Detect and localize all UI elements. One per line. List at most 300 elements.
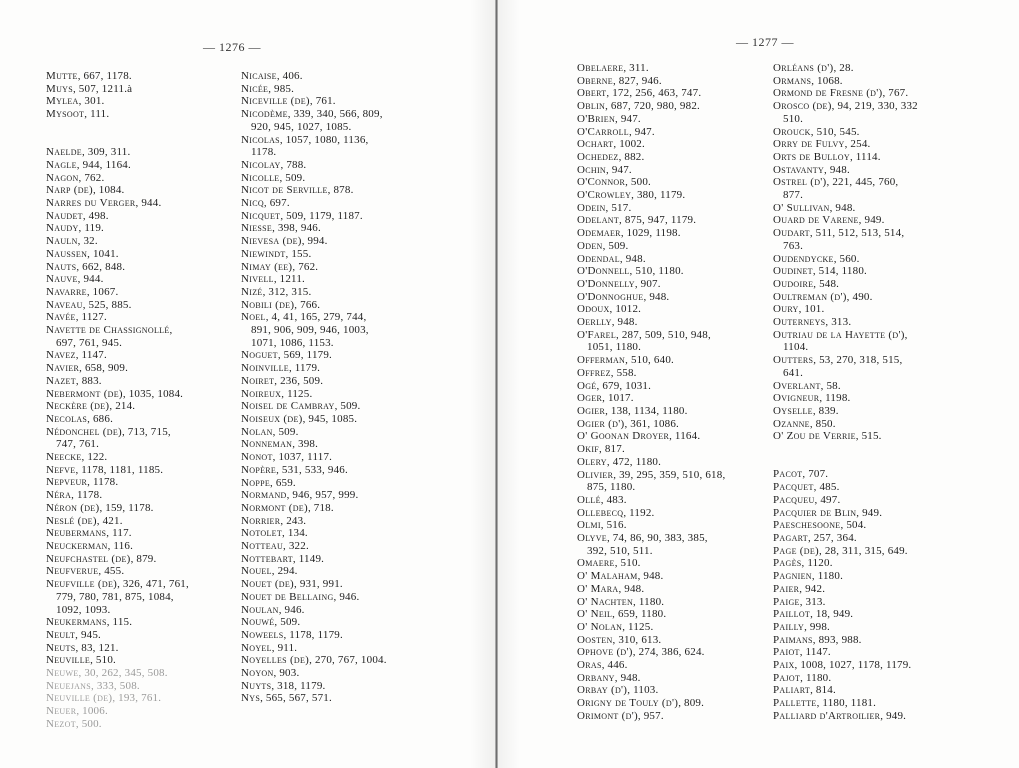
index-entry	[773, 532, 953, 545]
entry-page-refs: 318, 1179.	[277, 679, 326, 692]
entry-page-refs: 28.	[839, 62, 854, 74]
entry-page-refs: 236, 509.	[280, 374, 324, 387]
index-entry	[773, 202, 953, 215]
entry-name: Nauln,	[46, 235, 81, 248]
entry-page-refs: 322.	[288, 540, 309, 553]
index-entry	[241, 108, 423, 121]
index-entry	[773, 329, 953, 342]
entry-page-refs: 948.	[620, 671, 641, 684]
entry-name: Mysoot,	[46, 108, 88, 121]
index-entry	[577, 202, 757, 215]
index-entry	[577, 87, 757, 100]
entry-page-refs: 1057, 1080, 1136,	[285, 133, 369, 146]
entry-name: Ophove (d'),	[577, 646, 636, 659]
entry-page-refs: 779, 780, 781, 875, 1084,	[56, 590, 174, 603]
index-entry	[773, 430, 953, 443]
entry-name: Neslé (de),	[46, 514, 100, 527]
index-entry	[773, 570, 953, 583]
entry-page-refs: 18, 949.	[815, 608, 854, 621]
entry-page-refs: 509.	[340, 400, 361, 413]
index-column	[241, 70, 423, 705]
entry-page-refs: 193, 761.	[118, 692, 162, 705]
entry-name: Ogier (d'),	[577, 417, 628, 430]
entry-page-refs: 998.	[809, 620, 830, 633]
index-entry	[577, 443, 757, 456]
entry-page-refs: 949.	[886, 709, 907, 722]
entry-page-refs: 30, 262, 345, 508.	[84, 667, 168, 680]
entry-page-refs: 172, 256, 463, 747.	[612, 87, 702, 100]
entry-page-refs: 510, 640.	[630, 354, 674, 367]
entry-page-refs: 514, 1180.	[818, 265, 867, 278]
entry-page-refs: 1051, 1180.	[587, 341, 642, 354]
index-entry	[46, 375, 228, 388]
entry-page-refs: 83, 121.	[81, 641, 119, 654]
entry-name: Noyelles (de),	[241, 654, 313, 667]
index-entry	[773, 684, 953, 697]
entry-page-refs: 1127.	[81, 311, 107, 324]
index-entry-continuation	[46, 591, 228, 604]
entry-name: Noguet,	[241, 349, 281, 362]
entry-name: Noinville,	[241, 362, 293, 375]
entry-name: Noyel,	[241, 641, 275, 654]
index-entry	[773, 380, 953, 393]
entry-page-refs: 569, 1179.	[283, 349, 332, 362]
entry-name: Olmi,	[577, 519, 604, 532]
index-entry	[46, 515, 228, 528]
entry-page-refs: 875, 1180.	[587, 481, 636, 494]
entry-name: Nauts,	[46, 260, 80, 273]
entry-name: Naussen,	[46, 247, 91, 260]
index-entry	[46, 159, 228, 172]
entry-page-refs: 525, 885.	[88, 298, 132, 311]
entry-page-refs: 138, 1134, 1180.	[610, 404, 688, 417]
entry-name: Normand,	[241, 489, 290, 502]
index-entry	[241, 273, 423, 286]
entry-name: Naelde,	[46, 146, 86, 159]
entry-page-refs: 814.	[815, 684, 836, 697]
entry-page-refs: 301.	[84, 95, 105, 108]
entry-name: Nicodème,	[241, 108, 291, 121]
index-entry	[46, 95, 228, 108]
entry-page-refs: 1029, 1198.	[626, 227, 681, 240]
entry-name: Nauve,	[46, 273, 81, 286]
entry-page-refs: 875, 947, 1179.	[624, 214, 697, 227]
entry-name: Noireux,	[241, 387, 285, 400]
index-entry	[46, 464, 228, 477]
index-entry	[577, 151, 757, 164]
entry-name: Notolet,	[241, 527, 286, 540]
index-entry	[773, 253, 953, 266]
entry-page-refs: 944.	[141, 197, 162, 209]
entry-name: Pallette,	[773, 697, 820, 710]
index-entry	[241, 426, 423, 439]
entry-name: Neecke,	[46, 451, 85, 464]
index-entry	[577, 532, 757, 545]
entry-name: Oudendycke,	[773, 252, 837, 265]
index-entry	[773, 392, 953, 405]
entry-name: Odelant,	[577, 214, 623, 227]
index-entry	[241, 680, 423, 693]
entry-page-refs: 767.	[888, 87, 909, 100]
index-column	[577, 62, 757, 723]
entry-name: Pagart,	[773, 531, 812, 544]
entry-page-refs: 254.	[850, 138, 871, 151]
entry-name: Paimans,	[773, 633, 816, 646]
index-entry	[46, 476, 228, 489]
index-entry	[773, 303, 953, 316]
index-entry	[46, 83, 228, 96]
index-entry	[46, 527, 228, 540]
entry-name: Oras,	[577, 659, 605, 672]
entry-page-refs: 507, 1211.à	[78, 82, 133, 95]
entry-page-refs: 946, 957, 999.	[292, 489, 359, 502]
entry-name: Neufchastel (de),	[46, 552, 134, 565]
index-entry	[241, 578, 423, 591]
entry-page-refs: 421.	[102, 514, 123, 527]
entry-name: Neubermans,	[46, 527, 110, 540]
index-entry-continuation	[241, 324, 423, 337]
entry-page-refs: 326, 471, 761,	[122, 578, 189, 591]
entry-page-refs: 878.	[333, 184, 354, 197]
entry-page-refs: 509.	[608, 239, 629, 252]
entry-page-refs: 398.	[298, 438, 319, 451]
entry-page-refs: 707.	[808, 468, 829, 481]
entry-page-refs: 641.	[783, 366, 804, 379]
index-entry	[46, 489, 228, 502]
index-entry	[46, 273, 228, 286]
index-entry	[241, 248, 423, 261]
entry-name: Neult,	[46, 628, 79, 641]
entry-page-refs: 1164.	[674, 430, 701, 443]
entry-name: Nicaise,	[241, 70, 280, 82]
entry-name: Paliart,	[773, 684, 814, 697]
index-entry	[773, 557, 953, 570]
index-entry	[773, 138, 953, 151]
entry-page-refs: 1008, 1027, 1178, 1179.	[800, 659, 912, 672]
entry-page-refs: 697, 761, 945.	[56, 336, 123, 349]
entry-page-refs: 1147.	[81, 349, 107, 362]
index-entry	[241, 667, 423, 680]
index-entry	[46, 667, 228, 680]
entry-page-refs: 510, 1180.	[635, 265, 684, 278]
index-entry	[577, 646, 757, 659]
entry-name: Paiot,	[773, 646, 803, 659]
index-entry	[241, 629, 423, 642]
entry-name: Ouard de Varene,	[773, 214, 862, 227]
index-entry-continuation	[241, 337, 423, 350]
entry-name: O'Connor,	[577, 176, 629, 189]
entry-page-refs: 1071, 1086, 1153.	[251, 336, 334, 349]
index-entry	[773, 634, 953, 647]
entry-page-refs: 948.	[829, 163, 850, 176]
entry-name: Nimay (ee),	[241, 260, 296, 273]
entry-name: Normont (de),	[241, 501, 312, 514]
index-entry	[46, 248, 228, 261]
entry-page-refs: 509.	[280, 616, 301, 629]
index-entry	[773, 621, 953, 634]
entry-name: Narp (de),	[46, 184, 96, 197]
right-page	[498, 0, 1019, 768]
entry-page-refs: 1179.	[294, 362, 321, 375]
index-entry	[241, 134, 423, 147]
entry-name: Navier,	[46, 362, 83, 375]
index-entry	[241, 540, 423, 553]
entry-name: Noweels,	[241, 628, 287, 641]
index-entry	[577, 176, 757, 189]
entry-page-refs: 101.	[804, 303, 825, 316]
entry-name: Nobili (de),	[241, 298, 298, 311]
entry-name: Oyselle,	[773, 404, 816, 417]
index-entry	[773, 316, 953, 329]
entry-page-refs: 1180, 1181.	[822, 697, 877, 710]
entry-name: Nagon,	[46, 171, 82, 184]
entry-page-refs: 483.	[606, 493, 627, 506]
entry-page-refs: 159, 1178.	[105, 501, 154, 514]
entry-page-refs: 948.	[643, 570, 664, 583]
index-entry	[577, 227, 757, 240]
index-entry	[577, 240, 757, 253]
index-entry-continuation	[46, 438, 228, 451]
index-entry	[773, 62, 953, 75]
entry-name: Pagnien,	[773, 570, 815, 583]
entry-name: Ovigneur,	[773, 392, 823, 405]
index-entry-continuation	[46, 604, 228, 617]
entry-page-refs: 531, 533, 946.	[281, 463, 348, 476]
index-entry	[773, 519, 953, 532]
index-entry-continuation	[241, 121, 423, 134]
entry-name: Odoux,	[577, 303, 613, 316]
index-entry	[241, 616, 423, 629]
index-entry	[577, 659, 757, 672]
entry-name: Nédonchel (de),	[46, 425, 126, 438]
entry-name: Olyve,	[577, 532, 611, 545]
index-entry	[241, 515, 423, 528]
entry-name: Ormans,	[773, 74, 815, 87]
entry-name: Offerman,	[577, 354, 629, 367]
entry-name: Neuckerman,	[46, 539, 111, 552]
index-entry	[577, 494, 757, 507]
entry-page-refs: 697.	[269, 197, 290, 210]
index-entry-continuation	[577, 481, 757, 494]
entry-name: Nicot de Serville,	[241, 184, 331, 197]
entry-name: Noyon,	[241, 667, 277, 680]
index-entry	[773, 176, 953, 189]
index-entry	[241, 83, 423, 96]
entry-page-refs: 947.	[634, 125, 655, 138]
entry-name: Nicolle,	[241, 171, 283, 184]
entry-name: Nonneman,	[241, 438, 296, 451]
entry-name: Orts de Bulloy,	[773, 150, 853, 163]
index-entry	[773, 405, 953, 418]
entry-name: Orosco (de),	[773, 100, 835, 113]
entry-page-refs: 515.	[861, 430, 882, 443]
index-entry	[577, 189, 757, 202]
entry-name: Pacqueu,	[773, 493, 818, 506]
entry-page-refs: 903.	[279, 667, 300, 680]
entry-page-refs: 517.	[611, 201, 632, 214]
entry-name: O' Nolan,	[577, 620, 626, 633]
entry-page-refs: 510.	[783, 112, 804, 125]
index-entry	[577, 164, 757, 177]
entry-name: Navez,	[46, 349, 79, 362]
entry-page-refs: 659, 1180.	[617, 608, 667, 621]
entry-name: O' Zou de Verrie,	[773, 430, 859, 443]
entry-name: Ollebecq,	[577, 506, 627, 519]
entry-page-refs: 58.	[826, 379, 841, 392]
entry-page-refs: 994.	[307, 235, 328, 248]
entry-name: Niesse,	[241, 222, 276, 235]
entry-page-refs: 659.	[275, 476, 296, 489]
index-entry	[577, 214, 757, 227]
entry-page-refs: 313.	[831, 316, 852, 329]
entry-name: Nagle,	[46, 158, 80, 171]
index-entry	[241, 197, 423, 210]
entry-name: Nouet (de),	[241, 578, 298, 591]
index-entry	[773, 75, 953, 88]
entry-page-refs: 944.	[83, 273, 104, 286]
entry-page-refs: 788.	[286, 158, 307, 171]
entry-name: O'Donnell,	[577, 265, 633, 278]
index-entry	[46, 349, 228, 362]
entry-page-refs: 920, 945, 1027, 1085.	[251, 120, 352, 133]
entry-page-refs: 839.	[818, 404, 839, 417]
index-entry	[577, 253, 757, 266]
entry-name: Nopère,	[241, 463, 280, 476]
index-entry	[46, 629, 228, 642]
entry-page-refs: 214.	[115, 400, 136, 413]
index-entry	[577, 392, 757, 405]
index-entry	[46, 642, 228, 655]
index-entry	[241, 299, 423, 312]
entry-name: O'Farel,	[577, 328, 620, 341]
entry-name: Orbay (d'),	[577, 684, 631, 697]
entry-page-refs: 509, 1179, 1187.	[286, 209, 363, 222]
entry-page-refs: 270, 767, 1004.	[314, 654, 387, 667]
index-entry	[577, 265, 757, 278]
entry-name: Noiseux (de),	[241, 412, 306, 425]
index-entry	[241, 654, 423, 667]
entry-page-refs: 274, 386, 624.	[638, 646, 705, 659]
index-entry-continuation	[773, 189, 953, 202]
entry-page-refs: 1178, 1179.	[289, 628, 343, 641]
entry-name: Orimont (d'),	[577, 709, 641, 722]
entry-page-refs: 28, 311, 315, 649.	[824, 544, 908, 557]
entry-name: Nezot,	[46, 717, 79, 730]
entry-page-refs: 893, 988.	[818, 633, 862, 646]
index-entry	[577, 316, 757, 329]
entry-name: Ostavanty,	[773, 163, 828, 176]
index-entry	[577, 291, 757, 304]
entry-name: Ogé,	[577, 379, 600, 392]
entry-name: Odein,	[577, 201, 609, 214]
index-entry	[773, 164, 953, 177]
entry-page-refs: 679, 1031.	[602, 379, 652, 392]
entry-page-refs: 119.	[84, 222, 105, 235]
entry-page-refs: 510.	[95, 654, 116, 667]
entry-name: O' Malaham,	[577, 570, 641, 583]
entry-page-refs: 1198.	[825, 392, 851, 405]
entry-page-refs: 945, 1085.	[308, 412, 358, 425]
entry-name: Ochart,	[577, 138, 617, 151]
entry-page-refs: 948.	[835, 201, 856, 214]
index-entry	[241, 172, 423, 185]
index-entry	[46, 210, 228, 223]
entry-page-refs: 74, 86, 90, 383, 385,	[612, 532, 708, 545]
entry-page-refs: 1084.	[98, 184, 125, 197]
entry-name: Oosten,	[577, 633, 616, 646]
index-entry	[773, 672, 953, 685]
entry-page-refs: 1180.	[638, 595, 665, 608]
entry-name: Paillot,	[773, 608, 814, 621]
entry-name: O' Goonan Droyer,	[577, 430, 673, 443]
entry-name: Neufville (de),	[46, 578, 121, 591]
entry-page-refs: 931, 991.	[299, 578, 343, 591]
entry-page-refs: 221, 445, 760,	[832, 176, 899, 189]
entry-page-refs: 761.	[315, 95, 336, 108]
entry-page-refs: 116.	[113, 539, 134, 552]
entry-page-refs: 392, 510, 511.	[587, 544, 653, 557]
index-entry	[46, 426, 228, 439]
index-entry	[577, 354, 757, 367]
entry-page-refs: 510, 545.	[816, 125, 860, 138]
index-entry	[241, 451, 423, 464]
entry-name: Offrez,	[577, 366, 614, 379]
entry-name: Necolas,	[46, 412, 91, 425]
entry-page-refs: 380, 1179.	[636, 189, 686, 202]
entry-page-refs: 39, 295, 359, 510, 618,	[619, 468, 726, 481]
index-entry	[241, 222, 423, 235]
entry-name: Narres du Verger,	[46, 197, 139, 209]
entry-page-refs: 294.	[277, 565, 298, 578]
entry-page-refs: 947.	[611, 163, 632, 176]
index-entry-continuation	[773, 367, 953, 380]
index-entry-continuation	[46, 337, 228, 350]
index-entry	[773, 494, 953, 507]
entry-page-refs: 1178, 1181, 1185.	[81, 463, 164, 476]
page-number: — 1277 —	[736, 35, 794, 49]
index-entry	[241, 349, 423, 362]
index-entry	[46, 692, 228, 705]
entry-page-refs: 490.	[852, 290, 873, 303]
entry-name: Naveau,	[46, 298, 86, 311]
entry-name: Oberne,	[577, 74, 617, 87]
index-entry-continuation	[577, 341, 757, 354]
index-entry	[46, 388, 228, 401]
entry-name: Niceville (de),	[241, 95, 313, 108]
index-entry	[577, 380, 757, 393]
entry-name: Nizé,	[241, 285, 266, 298]
entry-name: Orouck,	[773, 125, 814, 138]
entry-page-refs: 957.	[643, 709, 664, 722]
index-entry	[241, 591, 423, 604]
index-entry	[577, 519, 757, 532]
entry-name: Origny de Touly (d'),	[577, 697, 682, 710]
index-entry	[46, 235, 228, 248]
entry-name: Neufverue,	[46, 565, 102, 578]
entry-name: O' Nachten,	[577, 595, 637, 608]
index-entry	[773, 87, 953, 100]
index-column	[773, 62, 953, 723]
entry-page-refs: 1178.	[251, 146, 277, 159]
entry-name: Oerlly,	[577, 316, 615, 329]
entry-page-refs: 1104.	[783, 341, 809, 354]
index-entry	[241, 438, 423, 451]
entry-name: Odemaer,	[577, 227, 624, 240]
index-entry	[241, 604, 423, 617]
index-entry	[241, 642, 423, 655]
entry-name: Muys,	[46, 82, 77, 95]
entry-page-refs: 762.	[84, 171, 105, 184]
